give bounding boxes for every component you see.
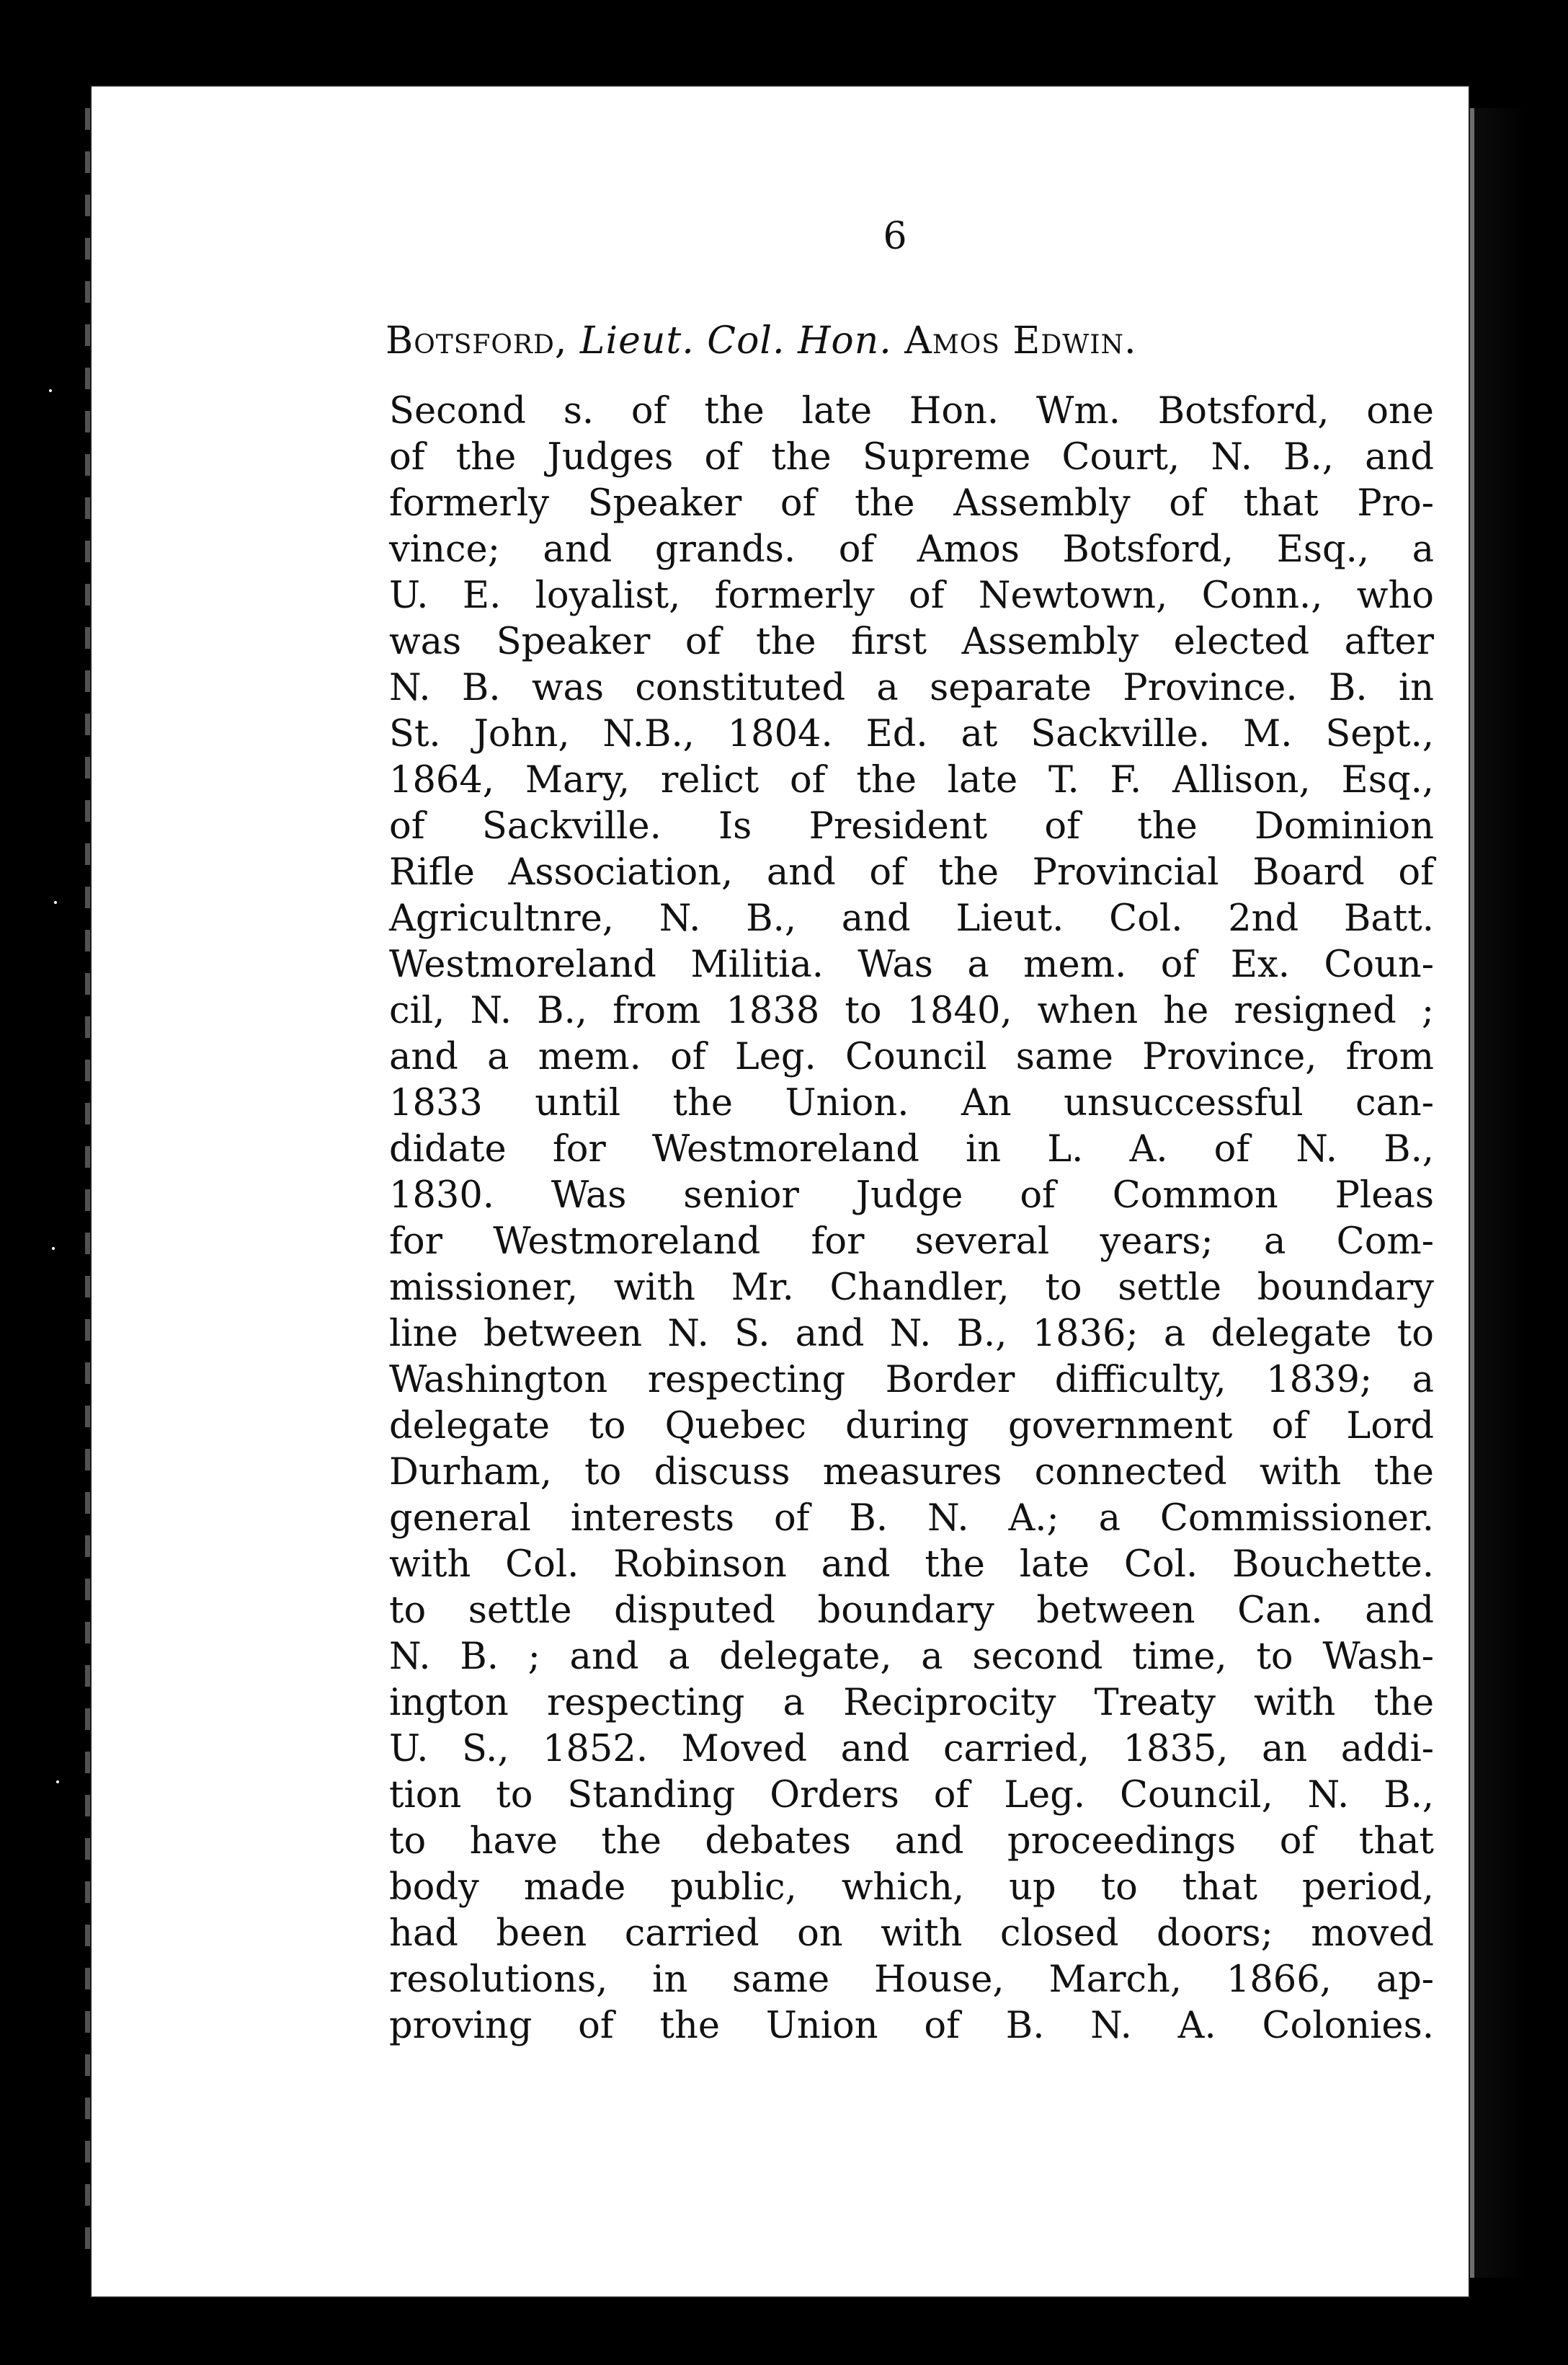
body-line: tion to Standing Orders of Leg. Council, N. B.,: [389, 1774, 1434, 1816]
body-line: 1833 until the Union. An unsuccessful can-: [389, 1082, 1434, 1124]
body-line: missioner, with Mr. Chandler, to settle boundary: [389, 1266, 1434, 1309]
body-line: to settle disputed boundary between Can. and: [389, 1589, 1434, 1632]
body-line: delegate to Quebec during government of Lord: [389, 1405, 1434, 1447]
body-line: N. B. was constituted a separate Province. B. in: [389, 667, 1434, 709]
body-line: cil, N. B., from 1838 to 1840, when he resigned ;: [389, 990, 1434, 1032]
scan-speck: [52, 1247, 55, 1250]
entry-given-names: Amos Edwin.: [904, 319, 1137, 363]
body-line: was Speaker of the first Assembly elected after: [389, 621, 1434, 663]
body-line: Westmoreland Militia. Was a mem. of Ex. Coun-: [389, 944, 1434, 986]
page-number: 6: [883, 215, 907, 258]
body-line: of the Judges of the Supreme Court, N. B., and: [389, 436, 1434, 479]
body-line: had been carried on with closed doors; moved: [389, 1912, 1434, 1955]
entry-heading: [386, 319, 1430, 363]
body-line: Washington respecting Border difficulty, 1839; a: [389, 1359, 1434, 1401]
body-line: of Sackville. Is President of the Dominion: [389, 805, 1434, 848]
scan-speck: [56, 1780, 59, 1783]
body-line: proving of the Union of B. N. A. Colonies.: [389, 2005, 1434, 2047]
body-line: Durham, to discuss measures connected with the: [389, 1451, 1434, 1494]
body-line: line between N. S. and N. B., 1836; a delegate to: [389, 1313, 1434, 1355]
scan-speck: [49, 389, 52, 392]
body-line: resolutions, in same House, March, 1866, ap-: [389, 1958, 1434, 2001]
scan-speck: [54, 901, 57, 904]
body-line: ington respecting a Reciprocity Treaty with the: [389, 1682, 1434, 1724]
page-right-shadow: [1470, 108, 1526, 2278]
body-line: didate for Westmoreland in L. A. of N. B.,: [389, 1128, 1434, 1171]
body-line: N. B. ; and a delegate, a second time, to Wash-: [389, 1636, 1434, 1678]
body-line: to have the debates and proceedings of that: [389, 1820, 1434, 1863]
body-line: 1864, Mary, relict of the late T. F. Allison, Esq.,: [389, 759, 1434, 802]
body-line: U. E. loyalist, formerly of Newtown, Conn., who: [389, 574, 1434, 617]
body-line: 1830. Was senior Judge of Common Pleas: [389, 1174, 1434, 1217]
body-line: Rifle Association, and of the Provincial Board of: [389, 851, 1434, 894]
body-line: general interests of B. N. A.; a Commissioner.: [389, 1497, 1434, 1540]
body-line: vince; and grands. of Amos Botsford, Esq., a: [389, 528, 1434, 571]
entry-body: [389, 389, 1434, 2049]
entry-surname: Botsford,: [386, 319, 568, 363]
body-line: Agricultnre, N. B., and Lieut. Col. 2nd Batt.: [389, 897, 1434, 940]
body-line: U. S., 1852. Moved and carried, 1835, an addi-: [389, 1728, 1434, 1770]
scan-speck: [873, 2170, 876, 2173]
entry-titles: Lieut. Col. Hon.: [579, 319, 892, 363]
body-line: formerly Speaker of the Assembly of that Pro-: [389, 482, 1434, 525]
body-line: for Westmoreland for several years; a Com-: [389, 1220, 1434, 1263]
body-line: Second s. of the late Hon. Wm. Botsford, one: [389, 390, 1434, 432]
body-line: with Col. Robinson and the late Col. Bouchette.: [389, 1543, 1434, 1586]
body-line: and a mem. of Leg. Council same Province, from: [389, 1036, 1434, 1078]
body-line: body made public, which, up to that period,: [389, 1866, 1434, 1909]
body-line: St. John, N.B., 1804. Ed. at Sackville. M. Sept.,: [389, 713, 1434, 755]
